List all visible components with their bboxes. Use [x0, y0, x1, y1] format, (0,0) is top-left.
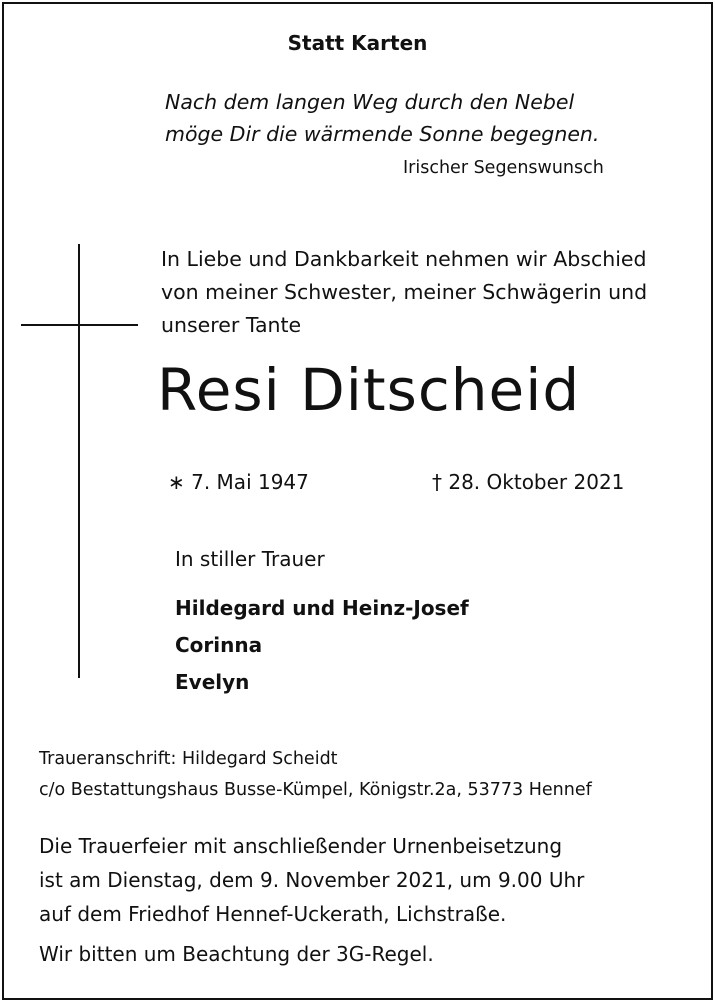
mourner-name: Corinna [175, 633, 263, 657]
quote-source: Irischer Segenswunsch [403, 158, 604, 178]
intro-line: unserer Tante [161, 313, 302, 337]
mourning-address-line: c/o Bestattungshaus Busse-Kümpel, Königstr.2a, 53773 Hennef [39, 780, 592, 800]
health-rule-notice: Wir bitten um Beachtung der 3G-Regel. [39, 942, 434, 966]
intro-line: In Liebe und Dankbarkeit nehmen wir Abschied [161, 247, 647, 271]
quote-line: möge Dir die wärmende Sonne begegnen. [165, 122, 600, 146]
service-info-line: ist am Dienstag, dem 9. November 2021, um 9.00 Uhr [39, 868, 585, 892]
service-info-line: Die Trauerfeier mit anschließender Urnenbeisetzung [39, 834, 563, 858]
birth-date: ∗ 7. Mai 1947 [168, 470, 309, 494]
mourner-name: Evelyn [175, 670, 250, 694]
mourner-name: Hildegard und Heinz-Josef [175, 596, 469, 620]
deceased-name: Resi Ditscheid [157, 356, 581, 424]
service-info-line: auf dem Friedhof Hennef-Uckerath, Lichstraße. [39, 902, 507, 926]
death-date: † 28. Oktober 2021 [432, 470, 625, 494]
cross-vertical-bar [78, 244, 80, 678]
mourning-phrase: In stiller Trauer [175, 547, 325, 571]
cross-horizontal-bar [21, 324, 138, 326]
mourning-address-line: Traueranschrift: Hildegard Scheidt [39, 749, 338, 769]
quote-line: Nach dem langen Weg durch den Nebel [165, 90, 575, 114]
intro-line: von meiner Schwester, meiner Schwägerin und [161, 280, 648, 304]
notice-heading: Statt Karten [287, 31, 428, 55]
